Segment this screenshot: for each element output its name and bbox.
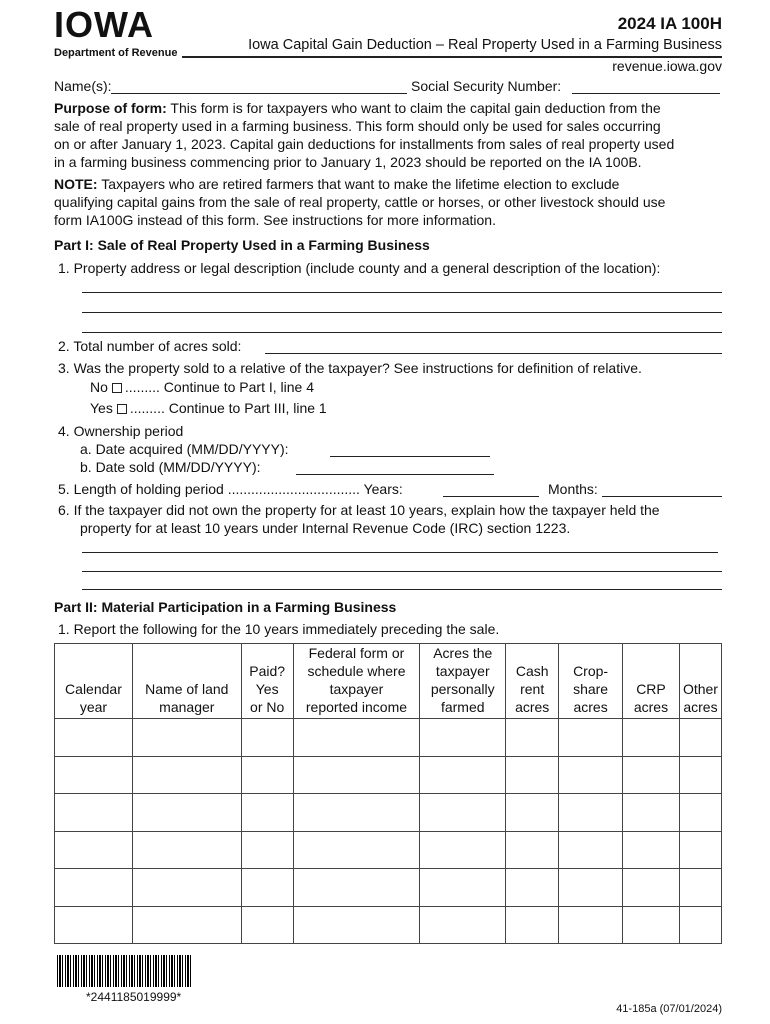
column-header-text: taxpayer (329, 681, 384, 697)
column-header-text: farmed (440, 699, 485, 715)
table-cell[interactable] (132, 906, 241, 944)
column-header-text: or No (250, 699, 285, 715)
no-checkbox[interactable] (112, 383, 122, 393)
participation-table (54, 643, 722, 944)
barcode (57, 955, 191, 987)
part1-line-2: 2. Total number of acres sold: (58, 338, 242, 354)
address-field-2[interactable] (82, 312, 722, 313)
table-cell[interactable] (420, 719, 506, 757)
table-cell[interactable] (132, 831, 241, 869)
column-header-text: personally (430, 681, 495, 697)
table-cell[interactable] (55, 756, 133, 794)
table-cell[interactable] (623, 719, 680, 757)
table-cell[interactable] (506, 719, 559, 757)
table-row (55, 756, 722, 794)
column-header-text: Yes (255, 681, 279, 697)
table-cell[interactable] (679, 719, 721, 757)
table-cell[interactable] (420, 906, 506, 944)
column-header-text: acres (573, 699, 608, 715)
table-cell[interactable] (420, 831, 506, 869)
table-cell[interactable] (241, 756, 293, 794)
table-cell[interactable] (559, 869, 623, 907)
months-field[interactable] (602, 496, 722, 497)
table-cell[interactable] (420, 869, 506, 907)
column-header (506, 644, 559, 719)
table-cell[interactable] (420, 794, 506, 832)
table-cell[interactable] (241, 719, 293, 757)
iowa-logo: IOWA (54, 4, 154, 45)
purpose-line-1: Purpose of form: This form is for taxpayers who want to claim the capital gain deduction from the (54, 100, 661, 116)
table-cell[interactable] (293, 794, 420, 832)
part1-line-5: 5. Length of holding period .................................. Years: (58, 481, 403, 497)
table-cell[interactable] (559, 756, 623, 794)
part1-line-4: 4. Ownership period (58, 423, 184, 439)
column-header (55, 644, 133, 719)
table-cell[interactable] (623, 831, 680, 869)
ssn-field[interactable] (572, 93, 720, 94)
part1-heading: Part I: Sale of Real Property Used in a Farming Business (54, 237, 430, 253)
table-cell[interactable] (293, 906, 420, 944)
date-sold-field[interactable] (296, 474, 494, 475)
table-cell[interactable] (506, 906, 559, 944)
table-row (55, 719, 722, 757)
table-cell[interactable] (559, 906, 623, 944)
column-header (241, 644, 293, 719)
column-header-text: Paid? (249, 663, 286, 679)
table-cell[interactable] (241, 869, 293, 907)
purpose-line-3: on or after January 1, 2023. Capital gain deductions for installments from sales of real property used (54, 136, 675, 152)
form-number: 41-185a (07/01/2024) (616, 1003, 722, 1015)
table-cell[interactable] (132, 869, 241, 907)
column-header-text: Name of land (145, 681, 229, 697)
column-header-text: acres (633, 699, 669, 715)
column-header-text: Acres the (433, 645, 493, 661)
table-row (55, 831, 722, 869)
acres-sold-field[interactable] (265, 353, 722, 354)
table-cell[interactable] (241, 794, 293, 832)
table-cell[interactable] (293, 719, 420, 757)
column-header (420, 644, 506, 719)
column-header-text: year (79, 699, 108, 715)
table-cell[interactable] (679, 906, 721, 944)
website: revenue.iowa.gov (612, 58, 722, 74)
date-sold-label: b. Date sold (MM/DD/YYYY): (80, 459, 261, 475)
table-cell[interactable] (132, 719, 241, 757)
table-cell[interactable] (623, 756, 680, 794)
explain-field-3[interactable] (82, 589, 722, 590)
column-header-text: Calendar (65, 681, 122, 697)
table-cell[interactable] (506, 794, 559, 832)
part1-line-1: 1. Property address or legal description (include county and a general description of the location): (58, 260, 661, 276)
table-cell[interactable] (506, 831, 559, 869)
column-header-text: Crop- (573, 663, 609, 679)
address-field-3[interactable] (82, 332, 722, 333)
column-header-text: CRP (636, 681, 666, 697)
table-cell[interactable] (679, 794, 721, 832)
ssn-label: Social Security Number: (411, 78, 562, 94)
table-row (55, 794, 722, 832)
months-label: Months: (548, 481, 598, 497)
column-header (559, 644, 623, 719)
table-row (55, 906, 722, 944)
part1-line-3: 3. Was the property sold to a relative of the taxpayer? See instructions for definition of relative. (58, 360, 642, 376)
table-cell[interactable] (132, 794, 241, 832)
table-cell[interactable] (55, 794, 133, 832)
table-cell[interactable] (559, 794, 623, 832)
table-cell[interactable] (679, 831, 721, 869)
table-cell[interactable] (623, 906, 680, 944)
column-header (623, 644, 680, 719)
column-header-text: Other (682, 681, 718, 697)
column-header-text: taxpayer (435, 663, 490, 679)
table-cell[interactable] (55, 869, 133, 907)
names-field[interactable] (111, 93, 407, 94)
table-cell[interactable] (623, 794, 680, 832)
table-cell[interactable] (55, 906, 133, 944)
date-acquired-field[interactable] (330, 456, 490, 457)
table-cell[interactable] (506, 756, 559, 794)
column-header (679, 644, 721, 719)
column-header-text: acres (515, 699, 550, 715)
column-header-text: share (573, 681, 609, 697)
table-cell[interactable] (293, 831, 420, 869)
option-no[interactable]: No ......... Continue to Part I, line 4 (90, 379, 315, 395)
table-cell[interactable] (420, 756, 506, 794)
address-field-1[interactable] (82, 292, 722, 293)
explain-field-2[interactable] (82, 571, 722, 572)
form-id: 2024 IA 100H (617, 14, 722, 33)
column-header-text: manager (159, 699, 215, 715)
table-cell[interactable] (506, 869, 559, 907)
table-cell[interactable] (241, 906, 293, 944)
table-cell[interactable] (293, 869, 420, 907)
department-name: Department of Revenue (54, 47, 178, 59)
purpose-line-4: in a farming business commencing prior to January 1, 2023 should be reported on the IA 100B. (54, 154, 642, 170)
date-acquired-label: a. Date acquired (MM/DD/YYYY): (80, 441, 289, 457)
table-cell[interactable] (679, 756, 721, 794)
barcode-number: *2441185019999* (86, 990, 182, 1004)
note-line-2: qualifying capital gains from the sale of real property, cattle or horses, or other livestock should use (54, 194, 666, 210)
note-line-1: NOTE: Taxpayers who are retired farmers that want to make the lifetime election to exclude (54, 176, 620, 192)
purpose-line-2: sale of real property used in a farming business. This form should only be used for sales occurring (54, 118, 661, 134)
part2-heading: Part II: Material Participation in a Farming Business (54, 599, 397, 615)
table-cell[interactable] (679, 869, 721, 907)
column-header-text: Federal form or (308, 645, 405, 661)
yes-checkbox[interactable] (117, 404, 127, 414)
names-label: Name(s): (54, 78, 112, 94)
part1-line-6a: 6. If the taxpayer did not own the property for at least 10 years, explain how the taxpayer held the (58, 502, 660, 518)
table-cell[interactable] (559, 831, 623, 869)
form-title: Iowa Capital Gain Deduction – Real Property Used in a Farming Business (248, 37, 722, 53)
column-header (132, 644, 241, 719)
table-cell[interactable] (241, 831, 293, 869)
column-header-text: reported income (305, 699, 408, 715)
part1-line-6b: property for at least 10 years under Internal Revenue Code (IRC) section 1223. (80, 520, 571, 536)
column-header-text: schedule where (307, 663, 406, 679)
years-field[interactable] (443, 496, 539, 497)
part2-line-1: 1. Report the following for the 10 years immediately preceding the sale. (58, 621, 500, 637)
column-header-text: Cash (515, 663, 549, 679)
option-yes[interactable]: Yes ......... Continue to Part III, line 1 (90, 400, 327, 416)
explain-field-1[interactable] (82, 552, 718, 553)
table-cell[interactable] (55, 719, 133, 757)
column-header-text: rent (520, 681, 545, 697)
table-cell[interactable] (132, 756, 241, 794)
note-line-3: form IA100G instead of this form. See instructions for more information. (54, 212, 496, 228)
table-cell[interactable] (293, 756, 420, 794)
column-header (293, 644, 420, 719)
table-cell[interactable] (55, 831, 133, 869)
table-cell[interactable] (559, 719, 623, 757)
column-header-text: acres (683, 699, 718, 715)
table-cell[interactable] (623, 869, 680, 907)
table-row (55, 869, 722, 907)
table-header-row (55, 644, 722, 719)
